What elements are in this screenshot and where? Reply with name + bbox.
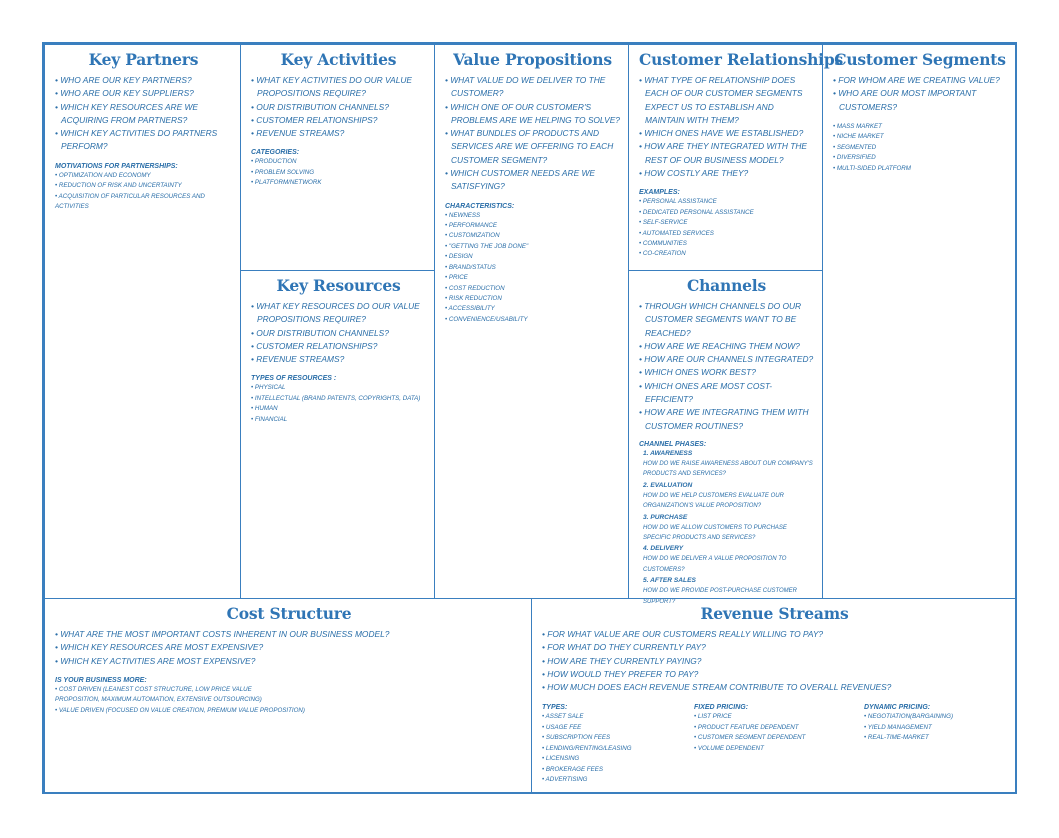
list-item: • INTELLECTUAL (BRAND PATENTS, COPYRIGHTS, DATA) [251, 394, 426, 404]
list-item: • PROBLEM SOLVING [251, 168, 426, 178]
column-title: DYNAMIC PRICING: [864, 704, 931, 712]
list-item: • DESIGN [445, 252, 620, 262]
question-item: • WHAT KEY ACTIVITIES DO OUR VALUE PROPOSITIONS REQUIRE? [251, 74, 426, 101]
question-item: • THROUGH WHICH CHANNELS DO OUR CUSTOMER SEGMENTS WANT TO BE REACHED? [639, 300, 814, 340]
list-item: • LIST PRICE [694, 712, 864, 722]
customer-relationships-subtitle: EXAMPLES: [639, 189, 680, 197]
key-partners-section [44, 44, 241, 599]
question-item: • FOR WHOM ARE WE CREATING VALUE? [833, 74, 1007, 87]
list-item: • CONVENIENCE/USABILITY [445, 315, 620, 325]
revenue-streams-section [531, 598, 1016, 794]
list-item: • PERSONAL ASSISTANCE [639, 197, 814, 207]
question-item: • WHO ARE OUR MOST IMPORTANT CUSTOMERS? [833, 87, 1007, 114]
list-item: • CUSTOMER SEGMENT DEPENDENT [694, 733, 864, 743]
channels-section [628, 270, 823, 605]
list-item: • AUTOMATED SERVICES [639, 229, 814, 239]
phase-name: 1. AWARENESS [643, 449, 693, 457]
list-item: • LENDING/RENTING/LEASING [542, 744, 694, 754]
value-propositions-questions [445, 74, 620, 194]
list-item: • COMMUNITIES [639, 239, 814, 249]
customer-relationships-title: Customer Relationships [639, 50, 844, 69]
question-item: • HOW MUCH DOES EACH REVENUE STREAM CONTRIBUTE TO OVERALL REVENUES? [542, 681, 1007, 694]
revenue-types-column [542, 700, 694, 785]
cost-structure-list-2 [55, 706, 523, 716]
question-item: • OUR DISTRIBUTION CHANNELS? [251, 101, 426, 114]
question-item: • WHAT KEY RESOURCES DO OUR VALUE PROPOSITIONS REQUIRE? [251, 300, 426, 327]
list-item: • CO-CREATION [639, 249, 814, 259]
list-item: • USAGE FEE [542, 723, 694, 733]
question-item: • FOR WHAT DO THEY CURRENTLY PAY? [542, 641, 1007, 654]
channels-questions [639, 300, 814, 433]
list-item: • MASS MARKET [833, 122, 1007, 132]
list-item: • PERFORMANCE [445, 221, 620, 231]
question-item: • HOW ARE THEY CURRENTLY PAYING? [542, 655, 1007, 668]
question-item: • CUSTOMER RELATIONSHIPS? [251, 114, 426, 127]
key-activities-subtitle: CATEGORIES: [251, 149, 300, 157]
list-item: • CUSTOMIZATION [445, 231, 620, 241]
cost-structure-title: Cost Structure [226, 604, 352, 623]
cost-structure-list [55, 685, 265, 706]
customer-relationships-section [628, 44, 844, 271]
list-item: • REDUCTION OF RISK AND UNCERTAINTY [55, 181, 232, 191]
list-item: • HUMAN [251, 404, 426, 414]
column-title: TYPES: [542, 704, 568, 712]
key-partners-questions [55, 74, 232, 154]
list-item: • YIELD MANAGEMENT [864, 723, 1004, 733]
list-item: • SEGMENTED [833, 143, 1007, 153]
key-activities-section [240, 44, 435, 271]
question-item: • REVENUE STREAMS? [251, 353, 426, 366]
customer-segments-questions [833, 74, 1007, 114]
list-item: • PRODUCT FEATURE DEPENDENT [694, 723, 864, 733]
key-resources-section [240, 270, 435, 599]
list-item: • DIVERSIFIED [833, 153, 1007, 163]
cost-structure-section [44, 598, 532, 794]
value-propositions-title: Value Propositions [453, 50, 612, 69]
list-item: • NICHE MARKET [833, 132, 1007, 142]
phase-question: HOW DO WE ALLOW CUSTOMERS TO PURCHASE SPECIFIC PRODUCTS AND SERVICES? [643, 524, 787, 541]
list-item: • PRICE [445, 273, 620, 283]
customer-relationships-list [639, 197, 814, 259]
list-item: • VOLUME DEPENDENT [694, 744, 864, 754]
list-item: • SELF-SERVICE [639, 218, 814, 228]
question-item: • HOW ARE THEY INTEGRATED WITH THE REST OF OUR BUSINESS MODEL? [639, 140, 814, 167]
question-item: • WHAT BUNDLES OF PRODUCTS AND SERVICES ARE WE OFFERING TO EACH CUSTOMER SEGMENT? [445, 127, 620, 167]
key-partners-subtitle: MOTIVATIONS FOR PARTNERSHIPS: [55, 162, 178, 170]
phase-name: 5. AFTER SALES [643, 577, 696, 585]
column-title: FIXED PRICING: [694, 704, 749, 712]
question-item: • HOW COSTLY ARE THEY? [639, 167, 814, 180]
question-item: • WHICH KEY RESOURCES ARE WE ACQUIRING FROM PARTNERS? [55, 101, 232, 128]
list-item: • ACCESSIBILITY [445, 304, 620, 314]
phase-question: HOW DO WE RAISE AWARENESS ABOUT OUR COMPANY'S PRODUCTS AND SERVICES? [643, 460, 813, 478]
value-propositions-section [434, 44, 629, 599]
phase-name: 4. DELIVERY [643, 545, 684, 553]
question-item: • HOW ARE WE REACHING THEM NOW? [639, 340, 814, 353]
question-item: • WHICH KEY ACTIVITIES DO PARTNERS PERFORM? [55, 127, 232, 154]
phase-question: HOW DO WE HELP CUSTOMERS EVALUATE OUR ORGANIZATION'S VALUE PROPOSITION? [643, 492, 784, 510]
column-list [542, 712, 694, 785]
key-resources-title: Key Resources [276, 276, 401, 295]
value-propositions-subtitle: CHARACTERISTICS: [445, 202, 515, 210]
customer-segments-title: Customer Segments [834, 50, 1006, 69]
question-item: • FOR WHAT VALUE ARE OUR CUSTOMERS REALLY WILLING TO PAY? [542, 628, 1007, 641]
key-activities-questions [251, 74, 426, 140]
key-resources-questions [251, 300, 426, 366]
list-item: • "GETTING THE JOB DONE" [445, 242, 620, 252]
key-resources-subtitle: TYPES OF RESOURCES : [251, 375, 337, 383]
list-item: • ASSET SALE [542, 712, 694, 722]
phase-question: HOW DO WE DELIVER A VALUE PROPOSITION TO CUSTOMERS? [643, 556, 787, 573]
key-partners-list [55, 171, 232, 213]
list-item: • COST DRIVEN (LEANEST COST STRUCTURE, LOW PRICE VALUE PROPOSITION, MAXIMUM AUTOMATION, EXTENSIVE OUTSOURCING) [55, 685, 265, 706]
customer-relationships-questions [639, 74, 814, 180]
list-item: • PLATFORM/NETWORK [251, 178, 426, 188]
list-item: • BROKERAGE FEES [542, 765, 694, 775]
revenue-columns [542, 700, 1007, 785]
question-item: • WHICH KEY ACTIVITIES ARE MOST EXPENSIVE? [55, 655, 523, 668]
question-item: • WHAT ARE THE MOST IMPORTANT COSTS INHERENT IN OUR BUSINESS MODEL? [55, 628, 523, 641]
list-item: • DEDICATED PERSONAL ASSISTANCE [639, 208, 814, 218]
question-item: • WHICH CUSTOMER NEEDS ARE WE SATISFYING? [445, 167, 620, 194]
question-item: • CUSTOMER RELATIONSHIPS? [251, 340, 426, 353]
list-item: • MULTI-SIDED PLATFORM [833, 164, 1007, 174]
list-item: • NEWNESS [445, 211, 620, 221]
column-list [864, 712, 1004, 743]
column-list [694, 712, 864, 754]
list-item: • PRODUCTION [251, 157, 426, 167]
list-item: • ADVERTISING [542, 775, 694, 785]
question-item: • WHICH ONE OF OUR CUSTOMER'S PROBLEMS ARE WE HELPING TO SOLVE? [445, 101, 620, 128]
cost-structure-subtitle: IS YOUR BUSINESS MORE: [55, 676, 147, 684]
customer-segments-list [833, 122, 1007, 174]
key-resources-list [251, 383, 426, 425]
question-item: • OUR DISTRIBUTION CHANNELS? [251, 327, 426, 340]
value-propositions-list [445, 211, 620, 325]
question-item: • WHAT TYPE OF RELATIONSHIP DOES EACH OF OUR CUSTOMER SEGMENTS EXPECT US TO ESTABLISH AND MAINTAIN WITH THEM? [639, 74, 814, 127]
customer-segments-section [822, 44, 1016, 599]
question-item: • WHICH ONES HAVE WE ESTABLISHED? [639, 127, 814, 140]
question-item: • HOW ARE OUR CHANNELS INTEGRATED? [639, 353, 814, 366]
phase-name: 2. EVALUATION [643, 481, 693, 489]
channels-title: Channels [686, 276, 767, 295]
fixed-pricing-column [694, 700, 864, 785]
channels-subtitle: CHANNEL PHASES: [639, 440, 707, 448]
list-item: • PHYSICAL [251, 383, 426, 393]
list-item: • BRAND/STATUS [445, 263, 620, 273]
key-activities-list [251, 157, 426, 188]
list-item: • OPTIMIZATION AND ECONOMY [55, 171, 232, 181]
key-activities-title: Key Activities [280, 50, 397, 69]
question-item: • WHICH ONES WORK BEST? [639, 366, 814, 379]
question-item: • HOW WOULD THEY PREFER TO PAY? [542, 668, 1007, 681]
list-item: • SUBSCRIPTION FEES [542, 733, 694, 743]
business-model-canvas [42, 42, 1017, 794]
dynamic-pricing-column [864, 700, 1004, 785]
list-item: • NEGOTIATION(BARGAINING) [864, 712, 1004, 722]
question-item: • HOW ARE WE INTEGRATING THEM WITH CUSTOMER ROUTINES? [639, 406, 814, 433]
phase-name: 3. PURCHASE [643, 513, 688, 521]
list-item: • VALUE DRIVEN (FOCUSED ON VALUE CREATION, PREMIUM VALUE PROPOSITION) [55, 706, 523, 716]
question-item: • WHICH ONES ARE MOST COST-EFFICIENT? [639, 380, 814, 407]
key-partners-title: Key Partners [88, 50, 199, 69]
list-item: • ACQUISITION OF PARTICULAR RESOURCES AND ACTIVITIES [55, 192, 232, 213]
question-item: • WHAT VALUE DO WE DELIVER TO THE CUSTOMER? [445, 74, 620, 101]
list-item: • RISK REDUCTION [445, 294, 620, 304]
list-item: • REAL-TIME-MARKET [864, 733, 1004, 743]
question-item: • WHO ARE OUR KEY SUPPLIERS? [55, 87, 232, 100]
cost-structure-questions [55, 628, 523, 668]
question-item: • WHO ARE OUR KEY PARTNERS? [55, 74, 232, 87]
list-item: • LICENSING [542, 754, 694, 764]
revenue-streams-title: Revenue Streams [700, 604, 849, 623]
list-item: • COST REDUCTION [445, 284, 620, 294]
channel-phases [639, 449, 814, 607]
question-item: • REVENUE STREAMS? [251, 127, 426, 140]
phase-question: HOW DO WE PROVIDE POST-PURCHASE CUSTOMER SUPPORT? [643, 588, 798, 605]
list-item: • FINANCIAL [251, 415, 426, 425]
question-item: • WHICH KEY RESOURCES ARE MOST EXPENSIVE? [55, 641, 523, 654]
revenue-streams-questions [542, 628, 1007, 694]
